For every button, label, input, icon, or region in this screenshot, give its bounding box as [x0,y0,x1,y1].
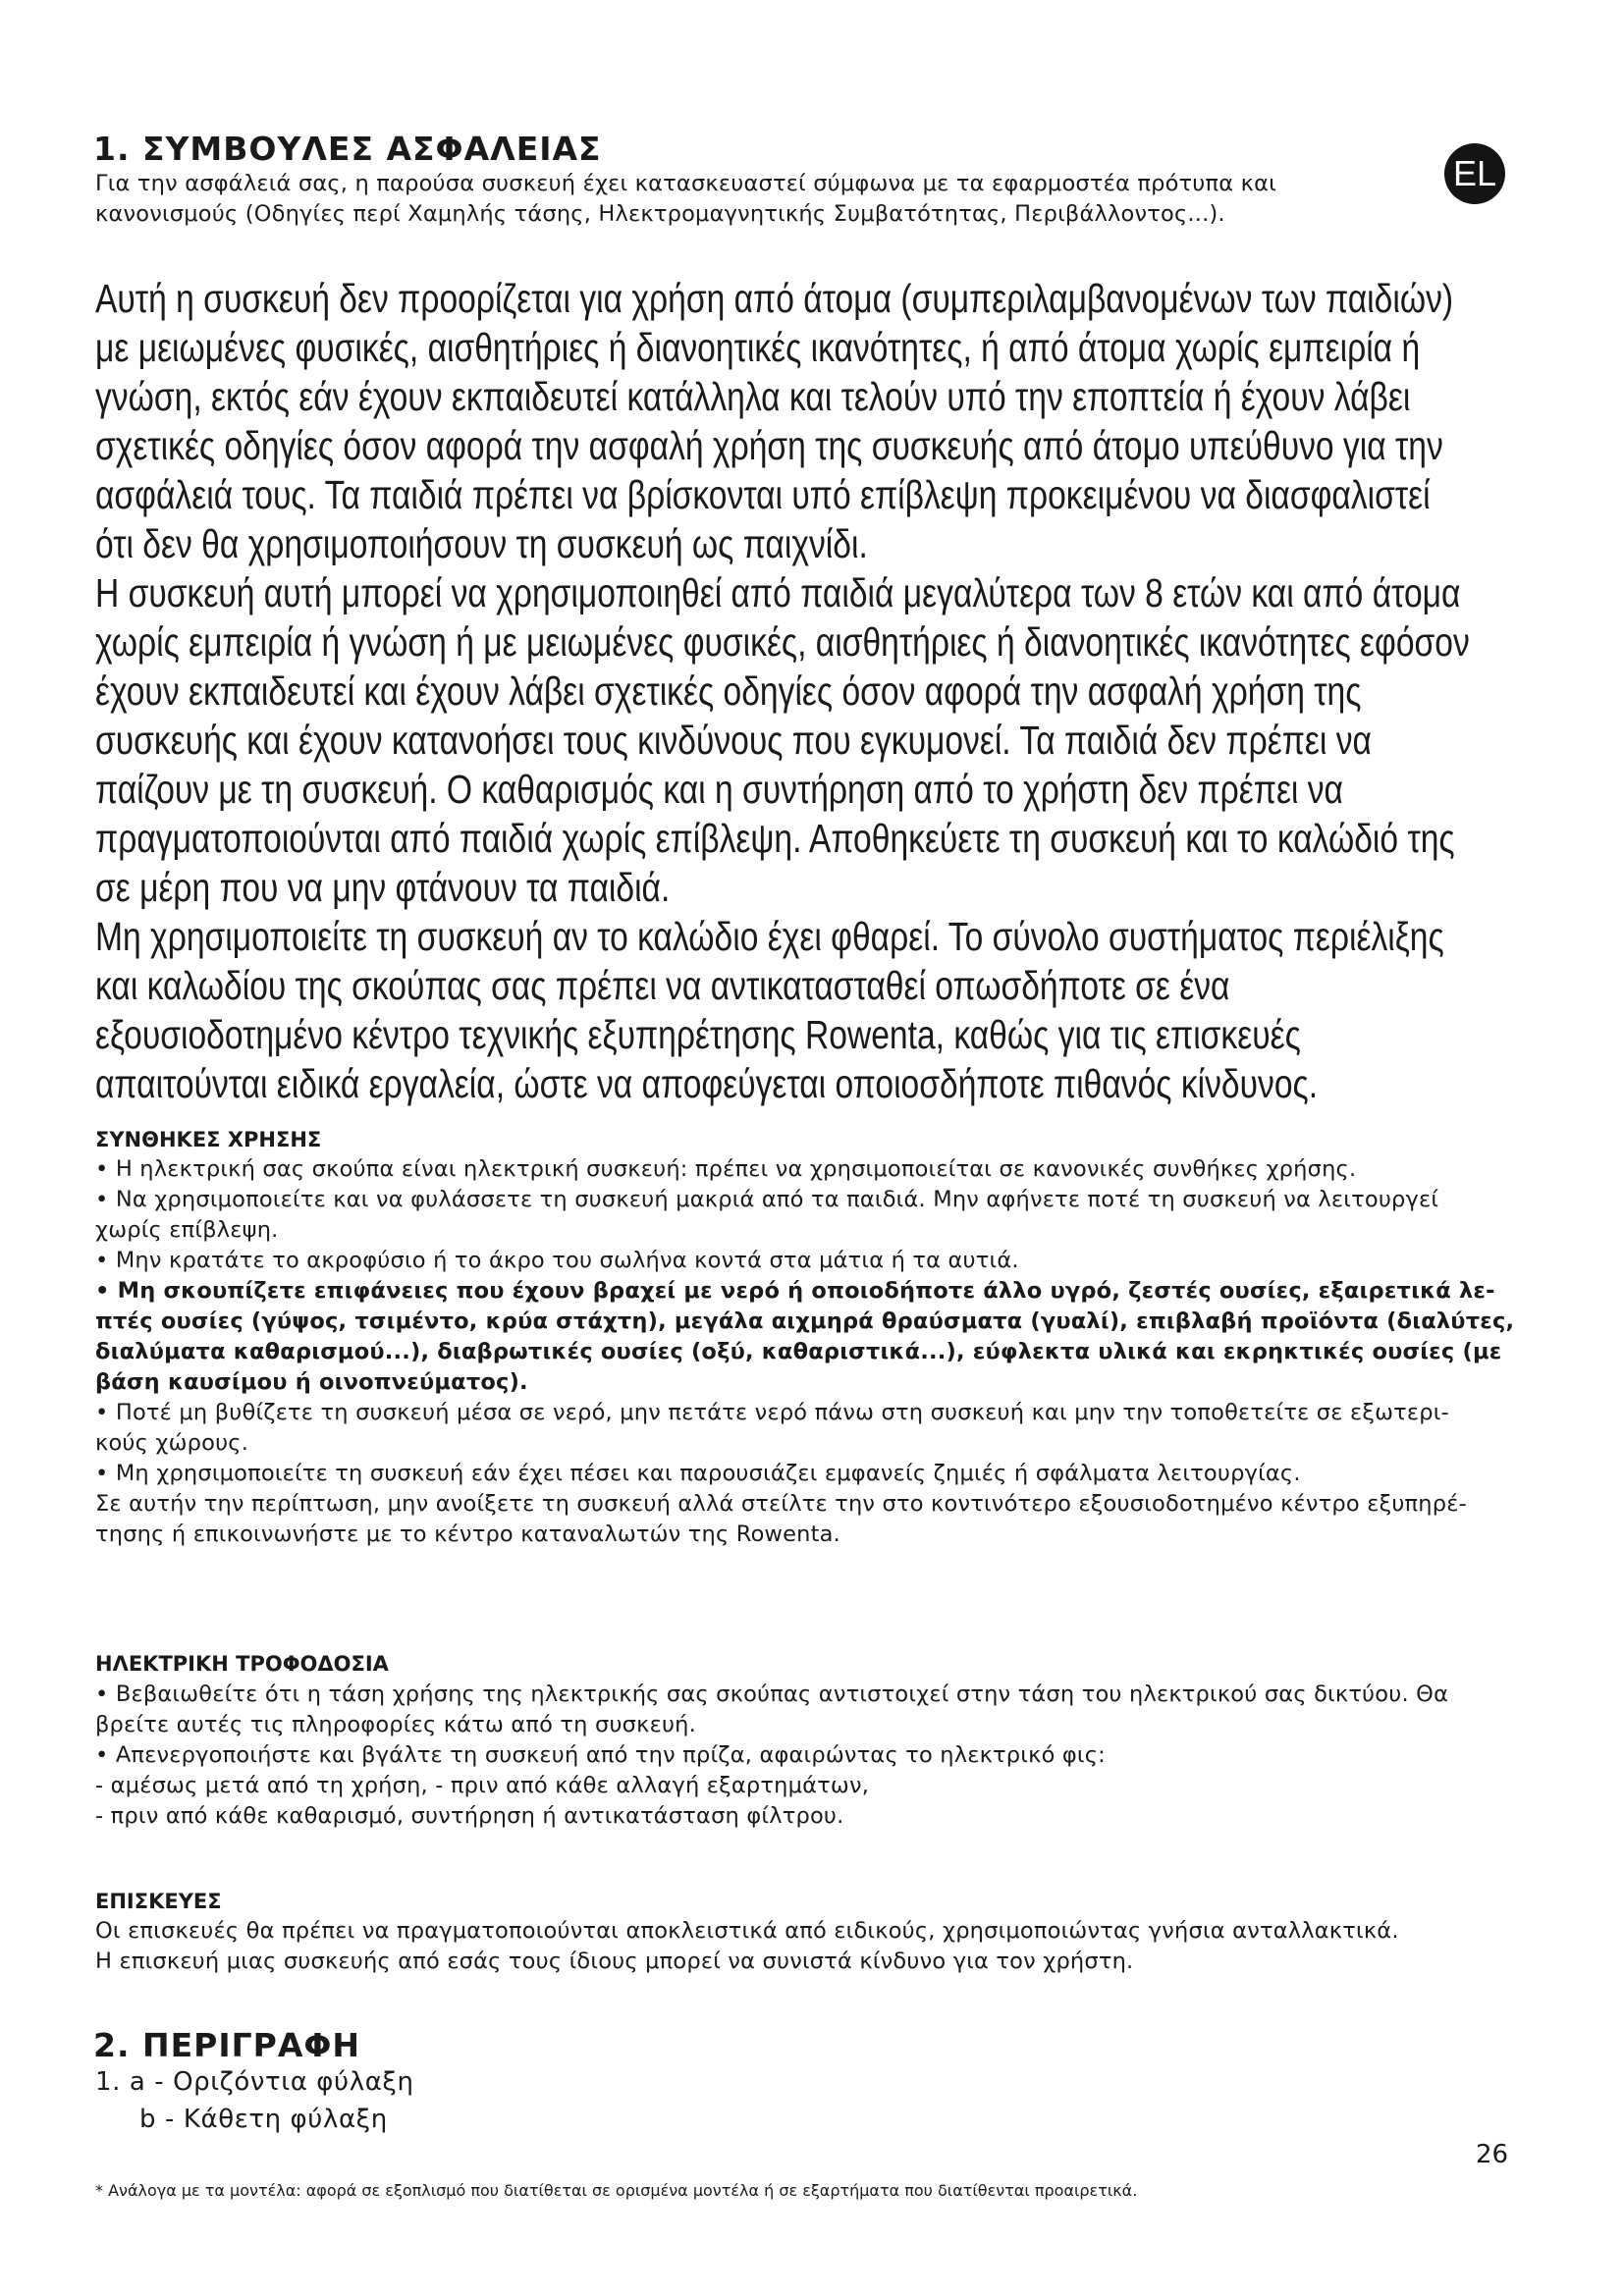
warning-line: πραγματοποιούνται από παιδιά χωρίς επίβλεψη. Αποθηκεύετε τη συσκευή και το καλώδιό της [95,816,1455,861]
repairs-line: Οι επισκευές θα πρέπει να πραγματοποιούνται αποκλειστικά από ειδικούς, χρησιμοποιώντας γνήσια ανταλλακτικά. [95,1918,1399,1944]
description-item-b: b - Κάθετη φύλαξη [139,2105,388,2134]
conditions-line: τησης ή επικοινωνήστε με το κέντρο καταναλωτών της Rowenta. [95,1522,841,1547]
description-list [95,2063,414,2138]
warning-line: παίζουν με τη συσκευή. Ο καθαρισμός και η συντήρηση από το χρήστη δεν πρέπει να [95,767,1343,812]
warning-line: χωρίς εμπειρία ή γνώση ή με μειωμένες φυσικές, αισθητήριες ή διανοητικές ικανότητες εφόσον [95,619,1470,665]
power-title: ΗΛΕΚΤΡΙΚΗ ΤΡΟΦΟΔΟΣΙΑ [95,1652,389,1676]
conditions-line: • Μην κρατάτε το ακροφύσιο ή το άκρο του σωλήνα κοντά στα μάτια ή τα αυτιά. [95,1248,1019,1273]
warning-line: συσκευής και έχουν κατανοήσει τους κινδύνους που εγκυμονεί. Τα παιδιά δεν πρέπει να [95,718,1372,763]
warning-line: Μη χρησιμοποιείτε τη συσκευή αν το καλώδιο έχει φθαρεί. Το σύνολο συστήματος περιέλιξης [95,914,1444,959]
power-line: • Απενεργοποιήστε και βγάλτε τη συσκευή από την πρίζα, αφαιρώντας το ηλεκτρικό φις: [95,1742,1106,1768]
intro-line: Για την ασφάλειά σας, η παρούσα συσκευή έχει κατασκευαστεί σύμφωνα με τα εφαρμοστέα πρότυπα και [95,171,1276,196]
description-item-a: 1. a - Οριζόντια φύλαξη [95,2067,414,2097]
power-line: - πριν από κάθε καθαρισμό, συντήρηση ή αντικατάσταση φίλτρου. [95,1803,844,1829]
footnote: * Ανάλογα με τα μοντέλα: αφορά σε εξοπλισμό που διατίθεται σε ορισμένα μοντέλα ή σε εξαρτήματα που διατίθενται προαιρετικά. [95,2181,1138,2200]
warning-line: εξουσιοδοτημένο κέντρο τεχνικής εξυπηρέτησης Rowenta, καθώς για τις επισκευές [95,1012,1301,1057]
warning-line: με μειωμένες φυσικές, αισθητήριες ή διανοητικές ικανότητες, ή από άτομα χωρίς εμπειρία ή [95,325,1421,370]
conditions-line-bold: πτές ουσίες (γύψος, τσιμέντο, κρύα στάχτη), μεγάλα αιχμηρά θραύσματα (γυαλί), επιβλαβή προϊόντα (διαλύτες, [95,1308,1515,1334]
conditions-text [95,1154,1588,1550]
warning-line: Αυτή η συσκευή δεν προορίζεται για χρήση από άτομα (συμπεριλαμβανομένων των παιδιών) [95,276,1454,321]
conditions-line: Σε αυτήν την περίπτωση, μην ανοίξετε τη συσκευή αλλά στείλτε την στο κοντινότερο εξουσιοδοτημένο κέντρο εξυπηρέ- [95,1491,1467,1517]
section-title-description: 2. ΠΕΡΙΓΡΑΦΗ [93,2026,361,2064]
power-text [95,1680,1588,1832]
warning-line: γνώση, εκτός εάν έχουν εκπαιδευτεί κατάλληλα και τελούν υπό την εποπτεία ή έχουν λάβει [95,374,1411,419]
conditions-line: • Μη χρησιμοποιείτε τη συσκευή εάν έχει πέσει και παρουσιάζει εμφανείς ζημιές ή σφάλματα λειτουργίας. [95,1461,1301,1486]
warning-line: ότι δεν θα χρησιμοποιήσουν τη συσκευή ως παιχνίδι. [95,521,868,566]
conditions-line: χωρίς επίβλεψη. [95,1217,279,1243]
warning-line: σε μέρη που να μην φτάνουν τα παιδιά. [95,865,671,910]
conditions-line: κούς χώρους. [95,1430,249,1456]
conditions-line: • Να χρησιμοποιείτε και να φυλάσσετε τη συσκευή μακριά από τα παιδιά. Μην αφήνετε ποτέ τη συσκευή να λειτουργεί [95,1187,1439,1212]
safety-warning [95,274,1470,1108]
warning-line: έχουν εκπαιδευτεί και έχουν λάβει σχετικές οδηγίες όσον αφορά την ασφαλή χρήση της [95,668,1362,714]
warning-line: απαιτούνται ειδικά εργαλεία, ώστε να αποφεύγεται οποιοσδήποτε πιθανός κίνδυνος. [95,1061,1319,1106]
warning-line: σχετικές οδηγίες όσον αφορά την ασφαλή χρήση της συσκευής από άτομο υπεύθυνο για την [95,423,1443,468]
repairs-line: Η επισκευή μιας συσκευής από εσάς τους ίδιους μπορεί να συνιστά κίνδυνο για τον χρήστη. [95,1949,1134,1974]
conditions-title: ΣΥΝΘΗΚΕΣ ΧΡΗΣΗΣ [95,1128,322,1151]
repairs-title: ΕΠΙΣΚΕΥΕΣ [95,1890,222,1913]
repairs-text [95,1916,1588,1977]
page-number: 26 [1476,2140,1509,2169]
conditions-line-bold: • Μη σκουπίζετε επιφάνειες που έχουν βραχεί με νερό ή οποιοδήποτε άλλο υγρό, ζεστές ουσίες, εξαιρετικά λε- [95,1278,1495,1304]
power-line: βρείτε αυτές τις πληροφορίες κάτω από τη συσκευή. [95,1712,696,1737]
intro-line: κανονισμούς (Οδηγίες περί Χαμηλής τάσης, Ηλεκτρομαγνητικής Συμβατότητας, Περιβάλλοντος...). [95,201,1225,227]
conditions-line: • Ποτέ μη βυθίζετε τη συσκευή μέσα σε νερό, μην πετάτε νερό πάνω στη συσκευή και μην την τοποθετείτε σε εξωτερι- [95,1400,1449,1425]
power-line: - αμέσως μετά από τη χρήση, - πριν από κάθε αλλαγή εξαρτημάτων, [95,1773,870,1798]
conditions-line: • Η ηλεκτρική σας σκούπα είναι ηλεκτρική συσκευή: πρέπει να χρησιμοποιείται σε κανονικές συνθήκες χρήσης. [95,1156,1357,1182]
warning-line: Η συσκευή αυτή μπορεί να χρησιμοποιηθεί από παιδιά μεγαλύτερα των 8 ετών και από άτομα [95,570,1461,615]
warning-line: ασφάλειά τους. Τα παιδιά πρέπει να βρίσκονται υπό επίβλεψη προκειμένου να διασφαλιστεί [95,472,1431,517]
section-title-safety: 1. ΣΥΜΒΟΥΛΕΣ ΑΣΦΑΛΕΙΑΣ [93,130,602,168]
conditions-line-bold: διαλύματα καθαρισμού...), διαβρωτικές ουσίες (οξύ, καθαριστικά...), εύφλεκτα υλικά και εκρηκτικές ουσίες (με [95,1339,1502,1364]
warning-line: και καλωδίου της σκούπας σας πρέπει να αντικατασταθεί οπωσδήποτε σε ένα [95,963,1230,1008]
language-badge: EL [1444,143,1505,204]
conditions-line-bold: βάση καυσίμου ή οινοπνεύματος). [95,1369,528,1395]
power-line: • Βεβαιωθείτε ότι η τάση χρήσης της ηλεκτρικής σας σκούπας αντιστοιχεί στην τάση του ηλεκτρικού σας δικτύου. Θα [95,1682,1449,1707]
safety-intro [95,169,1588,230]
